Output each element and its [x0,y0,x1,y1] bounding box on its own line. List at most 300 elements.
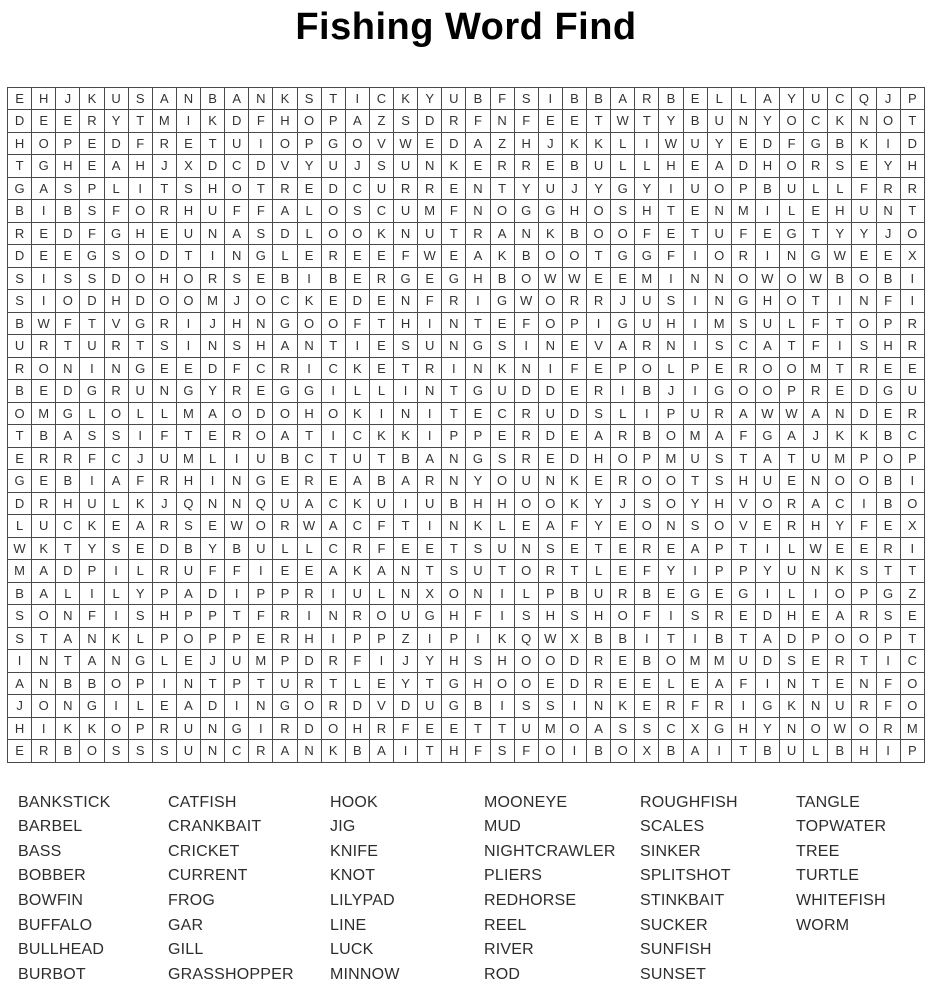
grid-cell: O [273,132,297,155]
grid-cell: P [225,627,249,650]
grid-cell: A [683,740,707,763]
grid-cell: F [128,470,152,493]
word-list-item: SUCKER [640,916,708,934]
grid-cell: S [707,335,731,358]
grid-cell: T [780,335,804,358]
grid-row [8,515,925,538]
grid-cell: N [587,695,611,718]
grid-cell: F [562,357,586,380]
grid-cell: E [683,87,707,110]
grid-cell: J [201,312,225,335]
grid-cell: S [514,695,538,718]
grid-cell: L [104,177,128,200]
grid-cell: N [201,222,225,245]
grid-cell: D [538,425,562,448]
word-list-item: PLIERS [484,867,543,885]
grid-cell: E [611,560,635,583]
grid-cell: S [56,267,80,290]
grid-cell: R [273,357,297,380]
grid-cell: E [707,582,731,605]
grid-cell: E [828,380,852,403]
grid-cell: S [104,425,128,448]
grid-cell: K [104,627,128,650]
grid-cell: I [80,470,104,493]
grid-cell: N [394,582,418,605]
grid-cell: D [900,132,924,155]
grid-cell: K [490,357,514,380]
grid-cell: U [394,155,418,178]
grid-cell: R [345,537,369,560]
grid-cell: I [321,627,345,650]
grid-cell: O [321,222,345,245]
grid-cell: E [659,222,683,245]
grid-cell: S [394,335,418,358]
grid-cell: E [611,650,635,673]
grid-cell: T [321,447,345,470]
grid-cell: E [731,605,755,628]
grid-cell: U [804,87,828,110]
grid-cell: S [104,245,128,268]
grid-cell: I [659,177,683,200]
grid-cell: O [538,290,562,313]
grid-cell: L [128,627,152,650]
grid-cell: U [369,177,393,200]
grid-cell: B [273,447,297,470]
grid-cell: R [418,470,442,493]
grid-row [8,402,925,425]
grid-cell: Y [201,380,225,403]
grid-cell: H [466,492,490,515]
grid-cell: I [514,335,538,358]
grid-cell: I [176,335,200,358]
grid-cell: D [345,695,369,718]
grid-cell: G [297,380,321,403]
grid-cell: P [345,627,369,650]
grid-cell: D [201,357,225,380]
grid-cell: O [707,177,731,200]
grid-cell: R [273,515,297,538]
grid-cell: P [152,627,176,650]
grid-cell: I [32,200,56,223]
grid-cell: O [128,200,152,223]
grid-cell: D [562,447,586,470]
grid-cell: O [659,470,683,493]
grid-row [8,672,925,695]
grid-cell: M [8,560,32,583]
grid-cell: O [731,380,755,403]
grid-cell: Y [659,560,683,583]
grid-cell: W [780,402,804,425]
grid-cell: F [394,717,418,740]
grid-cell: D [755,132,779,155]
grid-cell: O [659,492,683,515]
grid-cell: F [418,290,442,313]
grid-cell: A [297,492,321,515]
grid-cell: E [8,740,32,763]
grid-cell: H [56,155,80,178]
grid-cell: J [56,87,80,110]
grid-cell: N [80,627,104,650]
grid-cell: L [56,582,80,605]
grid-cell: R [635,335,659,358]
grid-cell: U [828,695,852,718]
grid-cell: O [104,717,128,740]
grid-cell: U [394,605,418,628]
grid-cell: R [273,717,297,740]
grid-cell: K [80,717,104,740]
grid-cell: E [321,470,345,493]
grid-cell: A [128,515,152,538]
grid-cell: R [225,425,249,448]
grid-cell: P [80,560,104,583]
grid-cell: A [755,627,779,650]
grid-cell: R [514,402,538,425]
word-list-item: JIG [330,818,356,836]
grid-cell: Y [514,177,538,200]
grid-cell: K [345,402,369,425]
grid-cell: P [611,357,635,380]
grid-cell: I [442,357,466,380]
grid-cell: B [8,200,32,223]
grid-cell: B [394,447,418,470]
grid-cell: I [659,267,683,290]
grid-cell: R [8,357,32,380]
grid-cell: L [128,402,152,425]
grid-cell: N [442,335,466,358]
grid-cell: T [900,110,924,133]
grid-cell: Y [707,132,731,155]
grid-cell: R [297,582,321,605]
grid-cell: P [321,110,345,133]
grid-cell: I [225,582,249,605]
grid-cell: N [514,537,538,560]
grid-cell: A [273,335,297,358]
grid-cell: M [828,447,852,470]
grid-cell: B [176,537,200,560]
grid-cell: R [152,312,176,335]
grid-cell: B [635,650,659,673]
grid-cell: N [249,87,273,110]
grid-cell: D [201,582,225,605]
grid-cell: F [514,312,538,335]
grid-cell: W [828,717,852,740]
grid-cell: R [273,177,297,200]
grid-cell: F [394,245,418,268]
grid-cell: F [152,425,176,448]
word-list-column [168,791,330,988]
grid-cell: T [466,717,490,740]
grid-cell: I [683,312,707,335]
grid-cell: H [659,155,683,178]
grid-cell: E [876,357,900,380]
grid-cell: L [635,155,659,178]
grid-cell: D [562,650,586,673]
grid-cell: N [297,335,321,358]
grid-cell: L [104,582,128,605]
grid-cell: G [755,425,779,448]
grid-row [8,582,925,605]
grid-cell: H [780,605,804,628]
grid-cell: U [707,222,731,245]
grid-cell: U [490,380,514,403]
grid-cell: O [514,672,538,695]
grid-cell: O [104,402,128,425]
grid-cell: A [780,425,804,448]
grid-cell: O [828,627,852,650]
grid-cell: I [876,650,900,673]
grid-cell: K [587,132,611,155]
grid-cell: U [418,492,442,515]
word-list-item: WORM [796,916,850,934]
word-list-item: SUNSET [640,965,707,983]
grid-cell: E [538,110,562,133]
grid-cell: U [176,717,200,740]
grid-cell: I [804,582,828,605]
grid-cell: D [104,267,128,290]
grid-cell: R [731,357,755,380]
grid-cell: R [828,650,852,673]
grid-cell: F [804,312,828,335]
grid-cell: S [780,650,804,673]
grid-cell: B [828,740,852,763]
grid-cell: I [345,87,369,110]
grid-cell: F [635,605,659,628]
grid-cell: P [707,560,731,583]
word-list-item: REEL [484,916,527,934]
word-search-grid-body [8,87,925,762]
grid-cell: E [56,245,80,268]
grid-cell: R [8,222,32,245]
grid-cell: E [852,245,876,268]
grid-cell: R [587,380,611,403]
grid-cell: S [562,605,586,628]
grid-cell: K [828,425,852,448]
grid-cell: E [8,447,32,470]
grid-cell: I [490,695,514,718]
grid-cell: V [273,155,297,178]
grid-cell: F [731,672,755,695]
grid-cell: C [321,537,345,560]
grid-cell: L [828,177,852,200]
grid-cell: D [442,132,466,155]
grid-cell: E [635,672,659,695]
grid-cell: N [442,515,466,538]
grid-cell: H [297,402,321,425]
grid-cell: P [273,650,297,673]
grid-cell: A [152,87,176,110]
grid-cell: O [490,200,514,223]
grid-cell: J [8,695,32,718]
grid-cell: R [442,110,466,133]
grid-cell: B [345,740,369,763]
grid-cell: L [128,695,152,718]
grid-cell: I [128,177,152,200]
grid-cell: S [514,87,538,110]
word-list-item: HOOK [330,793,378,811]
grid-cell: G [225,717,249,740]
grid-cell: I [683,560,707,583]
grid-cell: I [707,740,731,763]
grid-cell: U [514,717,538,740]
grid-cell: Y [828,222,852,245]
grid-cell: K [562,470,586,493]
grid-cell: S [80,200,104,223]
grid-cell: P [562,312,586,335]
grid-cell: C [490,402,514,425]
grid-cell: I [249,717,273,740]
grid-cell: U [683,402,707,425]
grid-cell: O [32,695,56,718]
grid-cell: G [273,312,297,335]
grid-cell: T [587,245,611,268]
grid-cell: E [683,155,707,178]
grid-cell: D [852,380,876,403]
grid-cell: H [442,740,466,763]
grid-cell: C [56,515,80,538]
grid-cell: W [225,515,249,538]
grid-cell: N [56,605,80,628]
grid-cell: P [297,132,321,155]
grid-cell: L [804,740,828,763]
grid-cell: L [780,537,804,560]
grid-cell: O [345,222,369,245]
grid-cell: U [731,650,755,673]
grid-cell: O [490,470,514,493]
grid-cell: P [804,627,828,650]
grid-cell: F [659,245,683,268]
grid-cell: X [562,627,586,650]
grid-cell: L [152,650,176,673]
grid-cell: H [466,672,490,695]
grid-cell: R [152,200,176,223]
grid-cell: D [755,605,779,628]
grid-cell: N [201,740,225,763]
grid-cell: H [273,110,297,133]
grid-cell: F [490,87,514,110]
grid-cell: Y [587,515,611,538]
grid-cell: Y [587,492,611,515]
grid-cell: G [273,695,297,718]
grid-cell: N [731,110,755,133]
word-list-item: STINKBAIT [640,892,725,910]
grid-cell: R [707,402,731,425]
grid-cell: N [707,290,731,313]
grid-cell: A [804,492,828,515]
grid-cell: E [635,695,659,718]
grid-cell: T [321,87,345,110]
grid-cell: K [321,740,345,763]
grid-cell: S [852,560,876,583]
grid-cell: N [707,267,731,290]
word-list-item: MINNOW [330,965,400,983]
grid-cell: N [659,515,683,538]
grid-cell: I [659,605,683,628]
grid-cell: U [249,447,273,470]
grid-cell: R [345,605,369,628]
grid-cell: D [514,380,538,403]
grid-cell: S [345,200,369,223]
word-list-item: SPLITSHOT [640,867,731,885]
grid-cell: G [780,222,804,245]
grid-cell: B [32,425,56,448]
grid-cell: S [490,740,514,763]
grid-cell: R [297,470,321,493]
grid-cell: E [587,470,611,493]
grid-cell: H [56,492,80,515]
grid-cell: H [104,290,128,313]
grid-cell: I [32,717,56,740]
grid-cell: R [80,110,104,133]
grid-cell: B [225,537,249,560]
word-list-item: BURBOT [18,965,86,983]
grid-cell: H [442,605,466,628]
grid-cell: N [418,155,442,178]
grid-cell: T [8,425,32,448]
grid-cell: R [876,717,900,740]
grid-cell: L [707,87,731,110]
grid-cell: N [152,380,176,403]
grid-cell: N [225,492,249,515]
grid-cell: O [587,222,611,245]
grid-cell: S [56,177,80,200]
grid-cell: E [611,267,635,290]
grid-cell: O [249,290,273,313]
grid-cell: O [538,492,562,515]
word-list-item: TREE [796,842,840,860]
word-list-item: BARBEL [18,818,83,836]
grid-cell: I [731,695,755,718]
grid-cell: S [683,515,707,538]
grid-cell: E [297,245,321,268]
grid-cell: H [900,155,924,178]
grid-cell: E [369,335,393,358]
grid-row [8,110,925,133]
grid-cell: I [755,245,779,268]
grid-cell: P [538,582,562,605]
word-list-item: CRICKET [168,842,240,860]
grid-cell: H [128,222,152,245]
grid-cell: J [659,380,683,403]
grid-cell: H [587,605,611,628]
grid-cell: E [562,380,586,403]
grid-cell: C [369,87,393,110]
grid-cell: D [852,402,876,425]
grid-cell: I [466,627,490,650]
grid-cell: S [514,605,538,628]
grid-cell: R [900,312,924,335]
grid-cell: K [345,560,369,583]
grid-cell: S [466,650,490,673]
grid-cell: I [152,672,176,695]
grid-cell: D [152,245,176,268]
grid-cell: D [297,650,321,673]
grid-cell: O [321,312,345,335]
grid-cell: Y [755,560,779,583]
grid-cell: K [345,492,369,515]
grid-cell: R [514,447,538,470]
grid-cell: U [225,650,249,673]
grid-cell: D [562,672,586,695]
grid-cell: C [249,357,273,380]
grid-cell: U [780,560,804,583]
grid-cell: O [152,290,176,313]
grid-cell: U [755,470,779,493]
grid-cell: T [659,627,683,650]
grid-cell: T [828,357,852,380]
grid-cell: R [104,380,128,403]
grid-cell: B [321,267,345,290]
grid-row [8,155,925,178]
